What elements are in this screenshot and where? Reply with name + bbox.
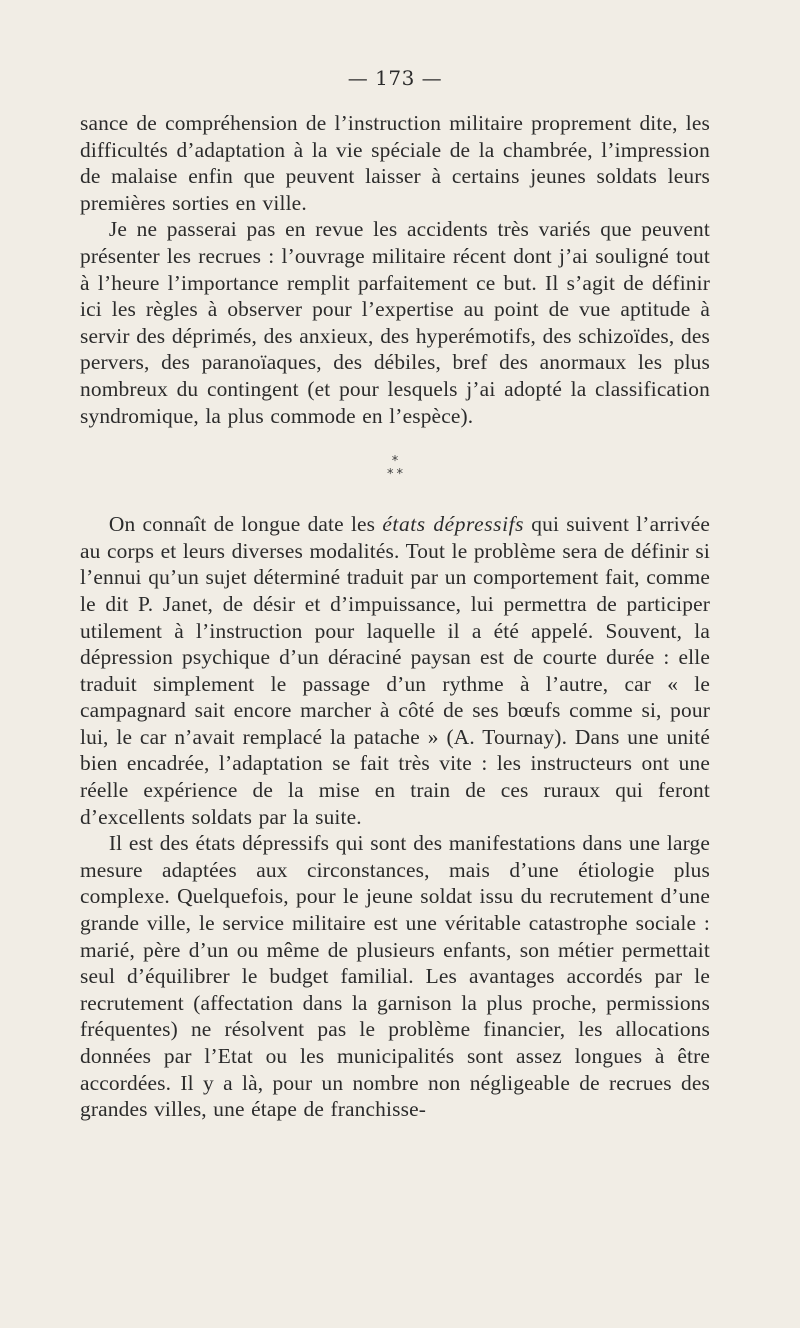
paragraph-depressive-states xyxy=(80,511,710,830)
paragraph-recruits-review: Je ne passerai pas en revue les accidents très variés que peuvent présenter les recrues : l’ouvrage militaire récent dont j’ai souligné tout à l’heure l’importance remplit parfaitement ce but. Il s’agit de définir ici les règles à observer pour l’expertise au point de vue aptitude à servir des déprimés, des anxieux, des hyperémotifs, des schizoïdes, des pervers, des paranoïaques, des débiles, bref des anormaux les plus nombreux du contingent (et pour lesquels j’ai adopté la classification syndromique, la plus commode en l’espèce). xyxy=(80,217,710,428)
italic-term: états dépressifs xyxy=(382,512,525,537)
paragraph-urban-recruits: Il est des états dépressifs qui sont des manifestations dans une large mesure adaptées aux circonstances, mais d’une étiologie plus complexe. Quelquefois, pour le jeune soldat issu du recrutement d’une grande ville, le service militaire est une véritable catastrophe sociale : marié, père d’un ou même de plusieurs enfants, son métier permettait seul d’équilibrer le budget familial. Les avantages accordés par le recrutement (affectation dans la garnison la plus proche, permissions fréquentes) ne résolvent pas le problème financier, les allocations données par l’Etat ou les municipalités sont assez longues à être accordées. Il y a là, pour un nombre non négligeable de recrues des grandes villes, une étape de franchisse- xyxy=(80,831,710,1122)
paragraph-text-before: On connaît de longue date les xyxy=(108,512,383,537)
separator-stars-bottom: ** xyxy=(387,467,406,483)
book-page xyxy=(80,58,710,1123)
page-number: — 173 — xyxy=(347,66,443,90)
section-separator xyxy=(80,455,710,481)
paragraph-text-after: qui suivent l’arrivée au corps et leurs diverses modalités. Tout le problème sera de définir si l’ennui qu’un sujet déterminé traduit par un comportement fait, comme le dit P. Janet, de désir et d’impuissance, lui permettra de participer utilement à l’instruction pour laquelle il a été appelé. Souvent, la dépression psychique d’un déraciné paysan est de courte durée : elle traduit simplement le passage d’un rythme à l’autre, car « le campagnard sait encore marcher à côté de ses bœufs comme si, pour lui, le car n’avait remplacé la patache » (A. Tournay). Dans une unité bien encadrée, l’adaptation se fait très vite : les instructeurs ont une réelle expérience de la mise en train de ces ruraux qui feront d’excellents soldats par la suite. xyxy=(80,512,710,829)
separator-star-top: * xyxy=(391,454,399,470)
paragraph-continuation: sance de compréhension de l’instruction militaire proprement dite, les difficultés d’adaptation à la vie spéciale de la chambrée, l’impression de malaise enfin que peuvent laisser à certains jeunes soldats leurs premières sorties en ville. xyxy=(80,111,710,215)
